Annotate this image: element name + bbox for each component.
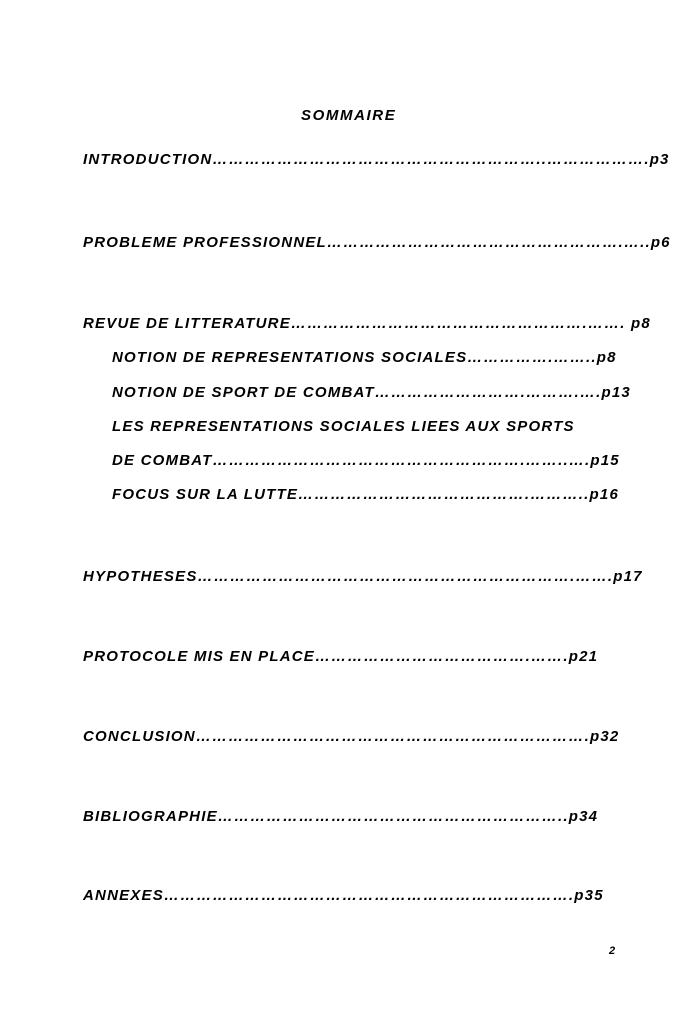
toc-entry-protocole: PROTOCOLE MIS EN PLACE………………………………….…….p21 [83, 648, 599, 665]
toc-title: SOMMAIRE [301, 107, 397, 124]
toc-entry-conclusion: CONCLUSION……………………………………………………………….p32 [83, 728, 620, 745]
toc-entry-hypotheses: HYPOTHESES…………………………………………………………….…….p17 [83, 568, 643, 585]
toc-entry-probleme-professionnel: PROBLEME PROFESSIONNEL……………………………………………….…..p6 [83, 234, 671, 251]
toc-entry-revue-de-litterature: REVUE DE LITTERATURE……………………………………………….……. p8 [83, 315, 651, 332]
toc-subentry-representations-sociales-line2: DE COMBAT………………………………………………….……..….p15 [112, 452, 620, 469]
toc-subentry-representations-sociales-line1: LES REPRESENTATIONS SOCIALES LIEES AUX SPORTS [112, 418, 575, 435]
toc-subentry-notion-representations-sociales: NOTION DE REPRESENTATIONS SOCIALES…………….……..p8 [112, 349, 617, 366]
page-number: 2 [609, 945, 616, 957]
toc-entry-bibliographie: BIBLIOGRAPHIE………………………………………………………..p34 [83, 808, 599, 825]
toc-entry-annexes: ANNEXES………………………………………………………………….p35 [83, 887, 604, 904]
toc-subentry-notion-sport-de-combat: NOTION DE SPORT DE COMBAT……………………….……….….p13 [112, 384, 631, 401]
toc-subentry-focus-sur-la-lutte: FOCUS SUR LA LUTTE…………………………………….………..p16 [112, 486, 619, 503]
toc-entry-introduction: INTRODUCTION……………………………………………………..……………….p3 [83, 151, 670, 168]
